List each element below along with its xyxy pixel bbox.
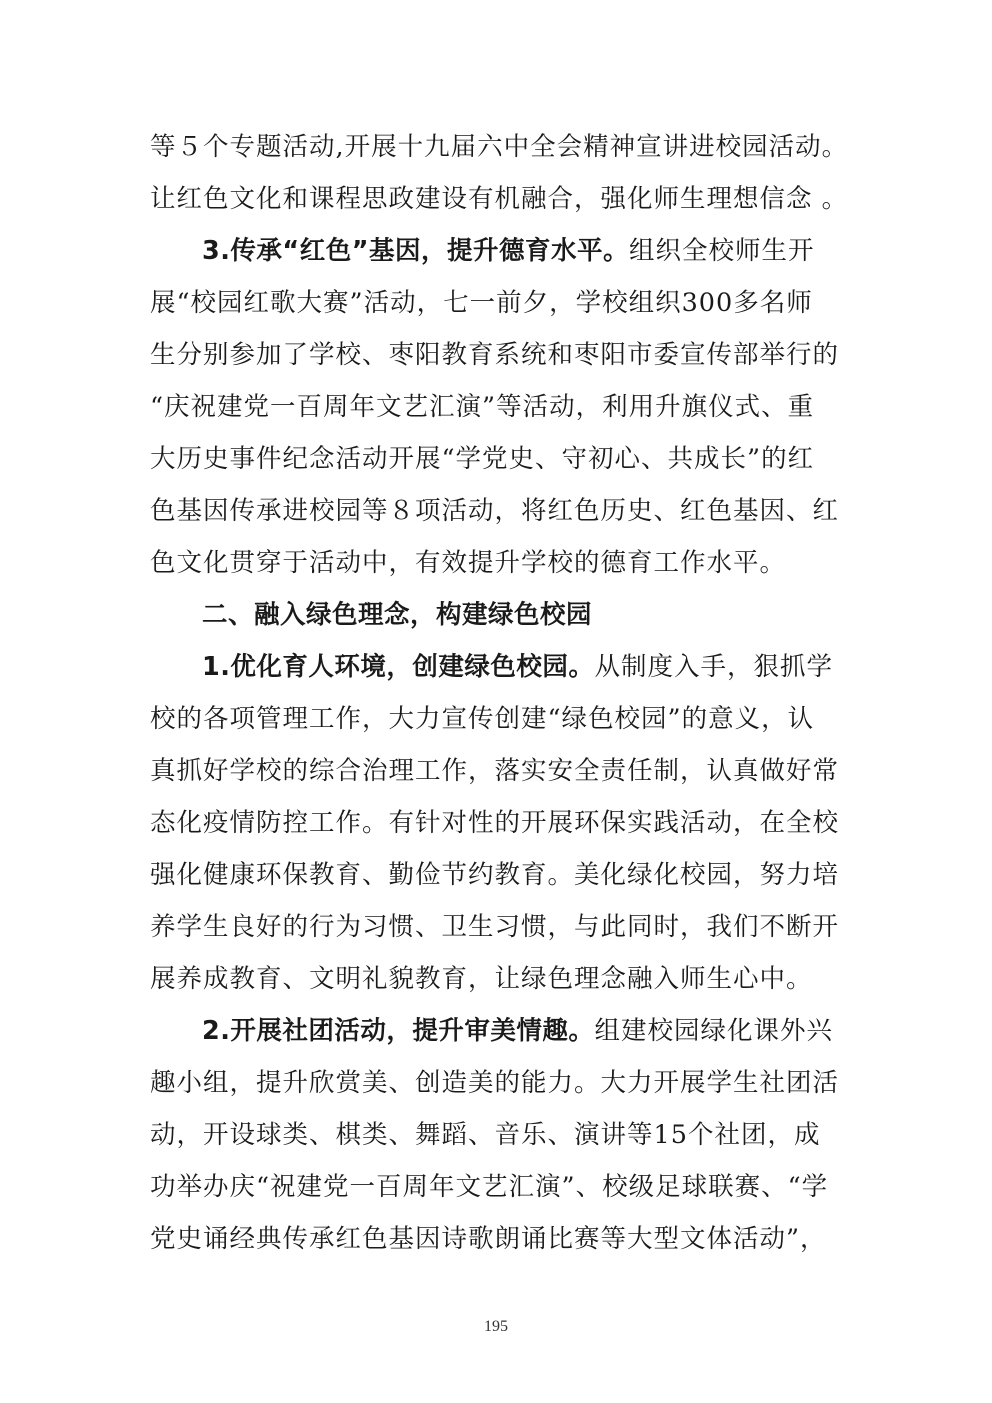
paragraph-3-heading: 3.传承“红色”基因，提升德育水平。	[202, 236, 629, 266]
body-text-line: 校的各项管理工作，大力宣传创建“绿色校园”的意义，认	[150, 704, 815, 734]
paragraph-1-lead: 从制度入手，狠抓学	[594, 652, 833, 682]
body-text-line: 等５个专题活动,开展十九届六中全会精神宣讲进校园活动。	[150, 132, 849, 162]
body-text-line: 色文化贯穿于活动中，有效提升学校的德育工作水平。	[150, 548, 787, 578]
page-number: 195	[484, 1318, 508, 1335]
paragraph-3-first-line	[202, 236, 852, 266]
paragraph-2-lead: 组建校园绿化课外兴	[594, 1016, 833, 1046]
body-text-line: 趣小组，提升欣赏美、创造美的能力。大力开展学生社团活	[150, 1068, 840, 1098]
paragraph-1-first-line	[202, 652, 852, 682]
paragraph-2-first-line	[202, 1016, 852, 1046]
body-text-line: 真抓好学校的综合治理工作，落实安全责任制，认真做好常	[150, 756, 840, 786]
body-text-line: 让红色文化和课程思政建设有机融合，强化师生理想信念 。	[150, 184, 849, 214]
section-2-title: 二、融入绿色理念，构建绿色校园	[202, 600, 593, 630]
paragraph-1-heading: 1.优化育人环境，创建绿色校园。	[202, 652, 595, 682]
body-text-line: 大历史事件纪念活动开展“学党史、守初心、共成长”的红	[150, 444, 815, 474]
body-text-line: 展“校园红歌大赛”活动，七一前夕，学校组织300多名师	[150, 288, 813, 318]
paragraph-2-heading: 2.开展社团活动，提升审美情趣。	[202, 1016, 595, 1046]
body-text-line: 态化疫情防控工作。有针对性的开展环保实践活动，在全校	[150, 808, 840, 838]
body-text-line: “庆祝建党一百周年文艺汇演”等活动，利用升旗仪式、重	[150, 392, 815, 422]
body-text-line: 生分别参加了学校、枣阳教育系统和枣阳市委宣传部举行的	[150, 340, 840, 370]
body-text-line: 养学生良好的行为习惯、卫生习惯，与此同时，我们不断开	[150, 912, 840, 942]
body-text-line: 展养成教育、文明礼貌教育，让绿色理念融入师生心中。	[150, 964, 813, 994]
body-text-line: 强化健康环保教育、勤俭节约教育。美化绿化校园，努力培	[150, 860, 840, 890]
body-text-line: 党史诵经典传承红色基因诗歌朗诵比赛等大型文体活动”，	[150, 1224, 827, 1254]
body-text-line: 色基因传承进校园等８项活动，将红色历史、红色基因、红	[150, 496, 840, 526]
body-text-line: 动，开设球类、棋类、舞蹈、音乐、演讲等15个社团，成	[150, 1120, 821, 1150]
body-text-line: 功举办庆“祝建党一百周年文艺汇演”、校级足球联赛、“学	[150, 1172, 829, 1202]
paragraph-3-lead: 组织全校师生开	[628, 236, 815, 266]
